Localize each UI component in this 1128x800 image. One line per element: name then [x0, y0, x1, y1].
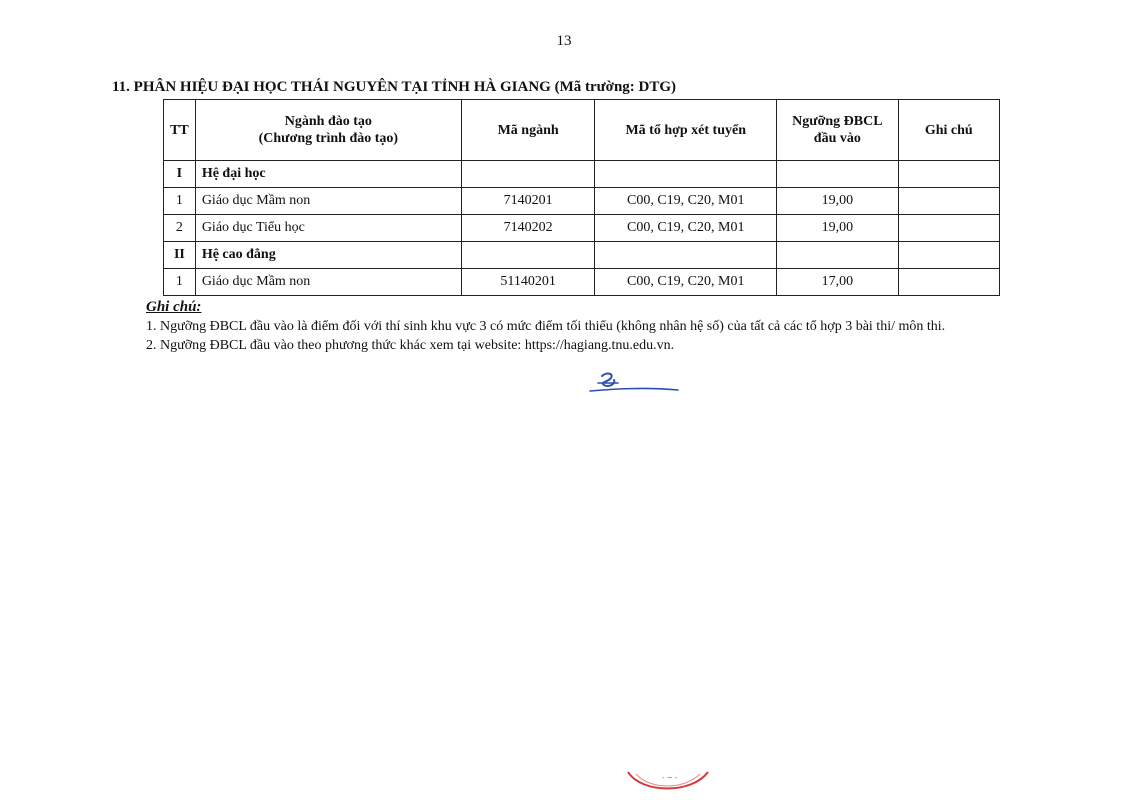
red-stamp-edge	[622, 770, 712, 800]
header-note: Ghi chú	[898, 100, 999, 161]
notes-heading: Ghi chú:	[146, 299, 202, 315]
header-program	[195, 100, 461, 161]
notes-block	[146, 298, 945, 355]
cell-empty	[461, 242, 595, 269]
note-line-2: 2. Ngưỡng ĐBCL đầu vào theo phương thức khác xem tại website: https://hagiang.tnu.edu.vn.	[146, 338, 675, 353]
cell-empty	[595, 161, 777, 188]
table-header-row	[164, 100, 1000, 161]
section-title	[112, 79, 676, 96]
cell-tt: 2	[164, 215, 196, 242]
header-threshold	[777, 100, 898, 161]
group-roman: II	[164, 242, 196, 269]
svg-text:- ~ -: - ~ -	[662, 774, 678, 782]
page-number: 13	[556, 33, 572, 49]
cell-note	[898, 269, 999, 296]
header-tt: TT	[164, 100, 196, 161]
header-combo: Mã tổ hợp xét tuyển	[595, 100, 777, 161]
header-program-line2: (Chương trình đào tạo)	[258, 131, 399, 146]
cell-empty	[595, 242, 777, 269]
header-threshold-line2: đầu vào	[813, 131, 861, 146]
cell-note	[898, 215, 999, 242]
cell-combo: C00, C19, C20, M01	[595, 269, 777, 296]
cell-tt: 1	[164, 188, 196, 215]
cell-program-code: 51140201	[461, 269, 595, 296]
cell-program-code: 7140202	[461, 215, 595, 242]
cell-program-name: Giáo dục Tiểu học	[195, 215, 461, 242]
header-threshold-line1: Ngưỡng ĐBCL	[792, 114, 883, 129]
cell-tt: 1	[164, 269, 196, 296]
section-title-main: 11. PHÂN HIỆU ĐẠI HỌC THÁI NGUYÊN TẠI TỈNH HÀ GIANG	[112, 79, 551, 95]
cell-empty	[461, 161, 595, 188]
admission-threshold-table	[163, 99, 1000, 296]
cell-threshold: 19,00	[777, 215, 898, 242]
cell-program-name: Giáo dục Mầm non	[195, 188, 461, 215]
cell-threshold: 19,00	[777, 188, 898, 215]
group-label: Hệ cao đẳng	[195, 242, 461, 269]
handwritten-signature	[584, 367, 684, 397]
cell-program-name: Giáo dục Mầm non	[195, 269, 461, 296]
section-title-school-code: (Mã trường: DTG)	[554, 79, 677, 95]
group-label: Hệ đại học	[195, 161, 461, 188]
cell-empty	[777, 242, 898, 269]
cell-threshold: 17,00	[777, 269, 898, 296]
cell-combo: C00, C19, C20, M01	[595, 188, 777, 215]
table-row	[164, 269, 1000, 296]
cell-combo: C00, C19, C20, M01	[595, 215, 777, 242]
header-program-line1: Ngành đào tạo	[284, 114, 372, 129]
note-line-1: 1. Ngưỡng ĐBCL đầu vào là điểm đối với thí sinh khu vực 3 có mức điểm tối thiểu (không nhân hệ số) của tất cả các tổ hợp 3 bài thi/ môn thi.	[146, 319, 946, 334]
group-roman: I	[164, 161, 196, 188]
table-row	[164, 188, 1000, 215]
cell-empty	[777, 161, 898, 188]
group-row-university	[164, 161, 1000, 188]
header-code: Mã ngành	[461, 100, 595, 161]
table-row	[164, 215, 1000, 242]
cell-empty	[898, 161, 999, 188]
cell-note	[898, 188, 999, 215]
group-row-college	[164, 242, 1000, 269]
cell-empty	[898, 242, 999, 269]
cell-program-code: 7140201	[461, 188, 595, 215]
